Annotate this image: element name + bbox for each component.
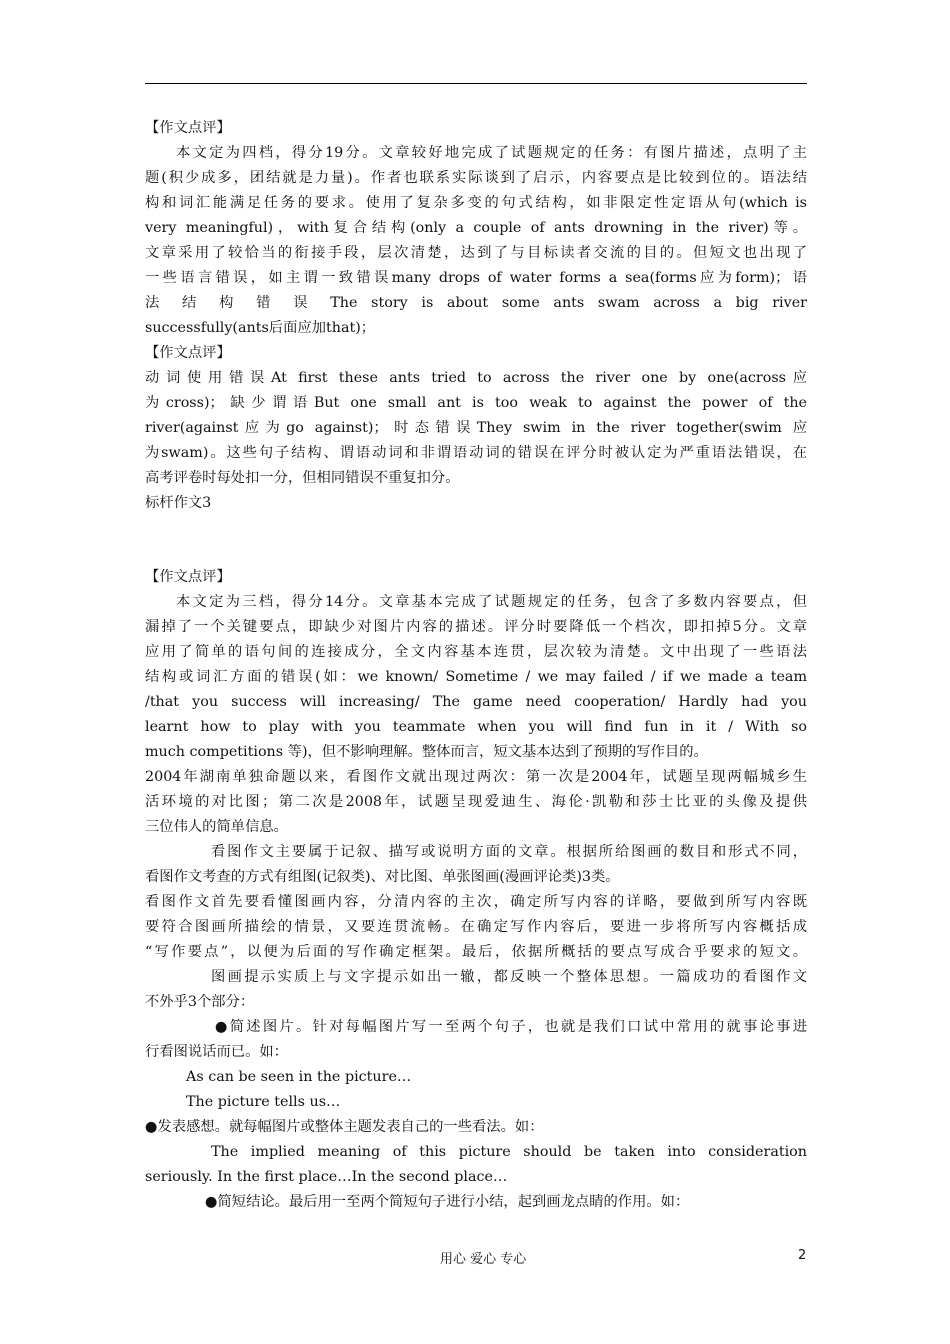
text-line: 结构或词汇方面的错误(如：we known/ Sometime / we may failed / if we made a team — [145, 669, 807, 685]
text-line: 【作文点评】 — [145, 345, 231, 361]
text-line: 行看图说话而已。如： — [145, 1044, 288, 1060]
text-line: successfully(ants后面应加that)； — [145, 320, 376, 336]
text-line: /that you success will increasing/ The game need cooperation/ Hardly had you — [145, 694, 807, 710]
text-line: 2004年湖南单独命题以来，看图作文就出现过两次：第一次是2004年，试题呈现两幅城乡生 — [145, 769, 807, 785]
text-line: 标杆作文3 — [145, 495, 212, 511]
text-line: ●简短结论。最后用一至两个简短句子进行小结，起到画龙点睛的作用。如： — [205, 1194, 690, 1210]
text-line: 法 结 构 错 误 The story is about some ants swam across a big river — [145, 295, 807, 311]
text-line: 题(积少成多，团结就是力量)。作者也联系实际谈到了启示，内容要点是比较到位的。语法结 — [145, 170, 807, 186]
text-line: “写作要点”，以便为后面的写作确定框架。最后，依据所概括的要点写成合乎要求的短文。 — [145, 944, 807, 960]
text-line: 看图作文首先要看懂图画内容，分清内容的主次，确定所写内容的详略，要做到所写内容既 — [145, 894, 807, 910]
text-line: very meaningful)，with复合结构(only a couple of ants drowning in the river)等。 — [145, 220, 807, 236]
text-line: 为swam)。这些句子结构、谓语动词和非谓语动词的错误在评分时被认定为严重语法错误，在 — [145, 445, 807, 461]
text-line: 动词使用错误At first these ants tried to across the river one by one(across应 — [145, 370, 807, 386]
text-line: 高考评卷时每处扣一分，但相同错误不重复扣分。 — [145, 470, 460, 486]
text-line: 构和词汇能满足任务的要求。使用了复杂多变的句式结构，如非限定性定语从句(which is — [145, 195, 807, 211]
header-rule — [145, 83, 807, 84]
text-line: 本文定为四档，得分19分。文章较好地完成了试题规定的任务：有图片描述，点明了主 — [176, 145, 807, 161]
page-number: 2 — [798, 1248, 807, 1263]
text-line: 图画提示实质上与文字提示如出一辙，都反映一个整体思想。一篇成功的看图作文 — [211, 969, 807, 985]
text-line: 看图作文主要属于记叙、描写或说明方面的文章。根据所给图画的数目和形式不同， — [211, 844, 807, 860]
text-line: river(against应为go against)；时态错误They swim in the river together(swim 应 — [145, 420, 807, 436]
text-line: 应用了简单的语句间的连接成分，全文内容基本连贯，层次较为清楚。文中出现了一些语法 — [145, 644, 807, 660]
text-line: ●简述图片。针对每幅图片写一至两个句子，也就是我们口试中常用的就事论事进 — [215, 1019, 807, 1035]
text-line: 本文定为三档，得分14分。文章基本完成了试题规定的任务，包含了多数内容要点，但 — [176, 594, 807, 610]
text-line: 【作文点评】 — [145, 120, 231, 136]
text-line: 看图作文考查的方式有组图(记叙类)、对比图、单张图画(漫画评论类)3类。 — [145, 869, 620, 885]
text-line: ●发表感想。就每幅图片或整体主题发表自己的一些看法。如： — [145, 1119, 544, 1135]
text-line: 漏掉了一个关键要点，即缺少对图片内容的描述。评分时要降低一个档次，即扣掉5分。文章 — [145, 619, 807, 635]
text-line: 三位伟人的简单信息。 — [145, 819, 288, 835]
footer-text: 用心 爱心 专心 — [440, 1252, 527, 1267]
text-line: As can be seen in the picture… — [186, 1069, 412, 1085]
text-line: learnt how to play with you teammate when you will find fun in it / With so — [145, 719, 807, 735]
text-line: 活环境的对比图；第二次是2008年，试题呈现爱迪生、海伦·凯勒和莎士比亚的头像及提供 — [145, 794, 807, 810]
text-line: 要符合图画所描绘的情景，又要连贯流畅。在确定写作内容后，要进一步将所写内容概括成 — [145, 919, 807, 935]
text-line: 不外乎3个部分： — [145, 994, 255, 1010]
text-line: 【作文点评】 — [145, 569, 231, 585]
text-line: 文章采用了较恰当的衔接手段，层次清楚，达到了与目标读者交流的目的。但短文也出现了 — [145, 245, 807, 261]
text-line: The implied meaning of this picture should be taken into consideration — [211, 1144, 807, 1160]
text-line: 为cross)；缺少谓语But one small ant is too weak to against the power of the — [145, 395, 807, 411]
text-line: 一些语言错误，如主谓一致错误many drops of water forms a sea(forms应为form)；语 — [145, 270, 807, 286]
text-line: seriously. In the first place…In the second place… — [145, 1169, 508, 1185]
text-line: The picture tells us… — [186, 1094, 341, 1110]
text-line: much competitions 等)，但不影响理解。整体而言，短文基本达到了预期的写作目的。 — [145, 744, 708, 760]
